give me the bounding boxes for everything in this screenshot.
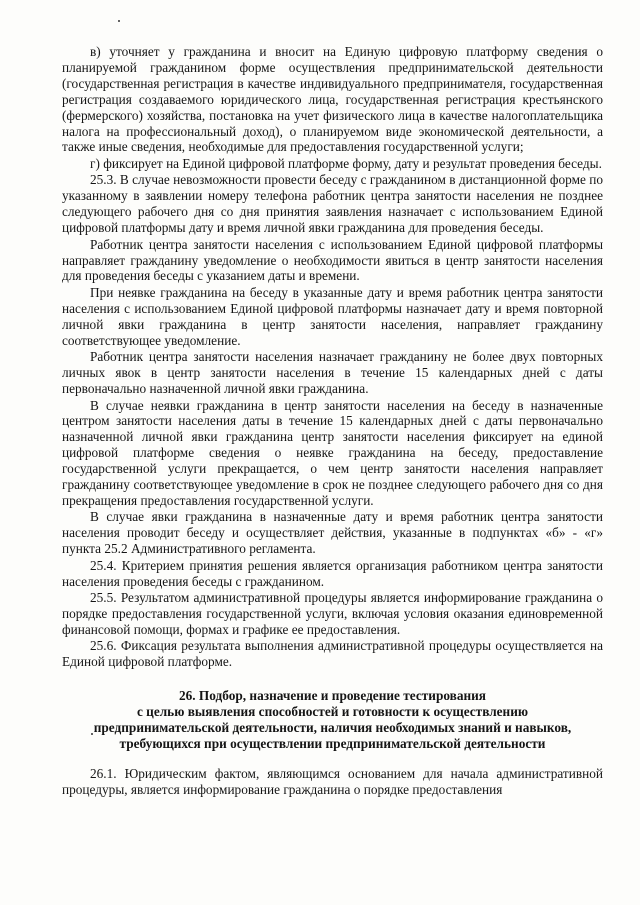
paragraph-termination: В случае неявки гражданина в центр занятости населения на беседу в назначенные центром занятости населения даты в течение 15 календарных дней с даты первоначально назначенной личной явки гражданина центр занятости населения фиксирует на единой цифровой платформе сведения о неявке гражданина на беседу, предоставление государственной услуги прекращается, о чем центр занятости населения направляет гражданину соответствующее уведомление в срок не позднее следующего рабочего дня со дня прекращения предоставления государственной услуги. [62,397,603,508]
paragraph-repeat-visits: Работник центра занятости населения назначает гражданину не более двух повторных личных явок в центр занятости населения в течение 15 календарных дней с даты первоначально назначенной личной явки гражданина. [62,349,603,396]
paragraph-no-show: При неявке гражданина на беседу в указанные дату и время работник центра занятости населения с использованием Единой цифровой платформы назначает дату и время повторной личной явки гражданина в центр занятости населения, направляет гражданину соответствующее уведомление. [62,284,603,348]
heading-line: требующихся при осуществлении предпринимательской деятельности [119,736,546,752]
paragraph-attendance: В случае явки гражданина в назначенные дату и время работник центра занятости населения проводит беседу и осуществляет действия, указанные в подпунктах «б» - «г» пункта 25.2 Административного регламента. [62,509,603,557]
heading-line: 26. Подбор, назначение и проведение тестирования [178,688,487,704]
document-body [62,44,603,799]
heading-line: предпринимательской деятельности, наличия необходимых знаний и навыков, [93,720,572,736]
paragraph-25-4: 25.4. Критерием принятия решения является организация работником центра занятости населения проведения беседы с гражданином. [62,557,603,589]
paragraph-item-v: в) уточняет у гражданина и вносит на Единую цифровую платформу сведения о планируемой гражданином форме осуществления предпринимательской деятельности (государственная регистрация в качестве индивидуального предпринимателя, государственная регистрация создаваемого юридического лица, государственная регистрация крестьянского (фермерского) хозяйства, постановка на учет физического лица в качестве налогоплательщика налога на профессиональный доход), о планируемом виде экономической деятельности, а также иные сведения, необходимые для предоставления государственной услуги; [62,44,603,155]
paragraph-notification: Работник центра занятости населения с использованием Единой цифровой платформы направляет гражданину уведомление о необходимости явиться в центр занятости населения для проведения беседы с указанием даты и времени. [62,236,603,284]
paragraph-25-6: 25.6. Фиксация результата выполнения административной процедуры осуществляется на Единой цифровой платформе. [62,638,603,670]
paragraph-26-1: 26.1. Юридическим фактом, являющимся основанием для начала административной процедуры, является информирование гражданина о порядке предоставления [62,766,603,798]
paragraph-25-3: 25.3. В случае невозможности провести беседу с гражданином в дистанционной форме по указанному в заявлении номеру телефона работник центра занятости населения не позднее следующего рабочего дня со дня принятия заявления назначает с использованием Единой цифровой платформы дату и время личной явки гражданина для проведения беседы. [62,172,603,236]
section-26-heading [62,688,603,752]
paragraph-item-g: г) фиксирует на Единой цифровой платформе форму, дату и результат проведения беседы. [90,155,602,171]
heading-line: с целью выявления способностей и готовности к осуществлению [136,704,529,720]
scan-speck [118,20,120,22]
paragraph-25-5: 25.5. Результатом административной процедуры является информирование гражданина о порядке предоставления государственной услуги, включая условия оказания единовременной финансовой помощи, формах и графике ее предоставления. [62,590,603,637]
